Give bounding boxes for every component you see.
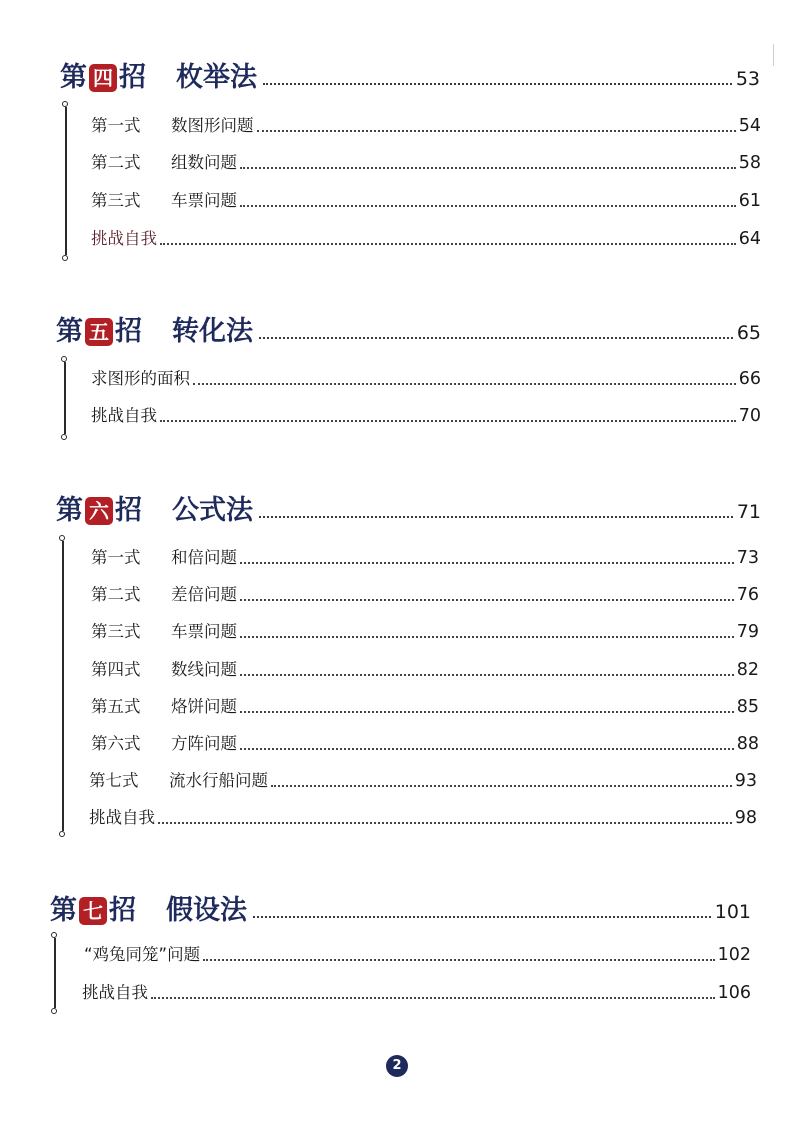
- toc-entry[interactable]: [91, 362, 761, 392]
- section-number: 第三式: [91, 622, 141, 641]
- dot-leader: [263, 83, 732, 85]
- dot-leader: [240, 711, 734, 713]
- dot-leader: [257, 130, 736, 132]
- section-title: 车票问题: [171, 622, 237, 641]
- toc-entry[interactable]: [91, 690, 759, 720]
- dot-leader: [271, 785, 732, 787]
- section-title: 组数问题: [171, 153, 237, 172]
- chapter-title: 假设法: [166, 895, 247, 926]
- section-number: 第一式: [91, 548, 141, 567]
- chapter-number-badge: 六: [85, 497, 113, 525]
- toc-entry-challenge[interactable]: [91, 222, 761, 252]
- section-rail: [54, 938, 56, 1008]
- section-number: 第七式: [89, 771, 139, 790]
- dot-leader: [240, 674, 734, 676]
- toc-entry[interactable]: [91, 184, 761, 214]
- section-number: 第二式: [91, 153, 141, 172]
- challenge-label: 挑战自我: [91, 406, 157, 425]
- chapter-page-number: 71: [736, 501, 761, 523]
- toc-entry[interactable]: [91, 653, 759, 683]
- chapter-prefix: 第: [60, 62, 87, 93]
- section-title: “鸡兔同笼”问题: [84, 945, 201, 964]
- dot-leader: [151, 997, 715, 999]
- challenge-label: 挑战自我: [82, 983, 148, 1002]
- dot-leader: [259, 516, 733, 518]
- toc-entry[interactable]: [91, 146, 761, 176]
- toc-entry[interactable]: [84, 938, 751, 968]
- entry-page-number: 66: [738, 369, 761, 389]
- section-title: 流水行船问题: [169, 771, 268, 790]
- entry-page-number: 102: [717, 945, 751, 965]
- section-number: 第五式: [91, 697, 141, 716]
- entry-page-number: 98: [734, 808, 757, 828]
- chapter-heading[interactable]: [60, 54, 760, 94]
- toc-entry[interactable]: [91, 541, 759, 571]
- section-rail: [64, 362, 66, 434]
- dot-leader: [158, 822, 732, 824]
- chapter-title: 转化法: [172, 316, 253, 347]
- entry-page-number: 85: [736, 697, 759, 717]
- entry-page-number: 54: [738, 116, 761, 136]
- section-title: 求图形的面积: [91, 369, 190, 388]
- dot-leader: [160, 243, 736, 245]
- chapter-title: 公式法: [172, 495, 253, 526]
- toc-entry-challenge[interactable]: [82, 976, 751, 1006]
- dot-leader: [253, 916, 711, 918]
- entry-page-number: 70: [738, 406, 761, 426]
- chapter-page-number: 53: [735, 68, 760, 90]
- chapter-suffix: 招: [109, 895, 136, 926]
- entry-page-number: 64: [738, 229, 761, 249]
- section-number: 第二式: [91, 585, 141, 604]
- entry-page-number: 58: [738, 153, 761, 173]
- chapter-number-badge: 七: [79, 897, 107, 925]
- dot-leader: [240, 562, 734, 564]
- chapter-page-number: 65: [736, 322, 761, 344]
- dot-leader: [259, 337, 733, 339]
- entry-page-number: 76: [736, 585, 759, 605]
- chapter-number-badge: 五: [85, 318, 113, 346]
- chapter-suffix: 招: [115, 495, 142, 526]
- dot-leader: [193, 383, 736, 385]
- challenge-label: 挑战自我: [89, 808, 155, 827]
- section-title: 数图形问题: [171, 116, 254, 135]
- entry-page-number: 82: [736, 660, 759, 680]
- chapter-suffix: 招: [115, 316, 142, 347]
- chapter-prefix: 第: [50, 895, 77, 926]
- section-title: 车票问题: [171, 191, 237, 210]
- dot-leader: [240, 748, 734, 750]
- section-title: 和倍问题: [171, 548, 237, 567]
- toc-entry[interactable]: [89, 764, 757, 794]
- section-rail: [65, 107, 67, 255]
- dot-leader: [240, 599, 734, 601]
- entry-page-number: 93: [734, 771, 757, 791]
- dot-leader: [240, 636, 734, 638]
- section-number: 第三式: [91, 191, 141, 210]
- page-edge-mark: [773, 44, 774, 66]
- entry-page-number: 61: [738, 191, 761, 211]
- page-number-badge: 2: [386, 1055, 408, 1077]
- section-number: 第一式: [91, 116, 141, 135]
- dot-leader: [160, 420, 736, 422]
- toc-entry[interactable]: [91, 615, 759, 645]
- section-title: 方阵问题: [171, 734, 237, 753]
- section-number: 第四式: [91, 660, 141, 679]
- entry-page-number: 79: [736, 622, 759, 642]
- entry-page-number: 106: [717, 983, 751, 1003]
- section-number: 第六式: [91, 734, 141, 753]
- toc-entry[interactable]: [91, 109, 761, 139]
- chapter-prefix: 第: [56, 316, 83, 347]
- toc-entry[interactable]: [91, 578, 759, 608]
- chapter-number-badge: 四: [89, 64, 117, 92]
- section-title: 数线问题: [171, 660, 237, 679]
- dot-leader: [240, 167, 736, 169]
- chapter-heading[interactable]: [56, 487, 761, 527]
- entry-page-number: 73: [736, 548, 759, 568]
- dot-leader: [203, 959, 714, 961]
- section-rail: [62, 541, 64, 831]
- chapter-heading[interactable]: [56, 308, 761, 348]
- dot-leader: [240, 205, 736, 207]
- toc-entry-challenge[interactable]: [91, 399, 761, 429]
- chapter-title: 枚举法: [176, 62, 257, 93]
- chapter-page-number: 101: [714, 901, 751, 923]
- section-title: 差倍问题: [171, 585, 237, 604]
- entry-page-number: 88: [736, 734, 759, 754]
- chapter-suffix: 招: [119, 62, 146, 93]
- toc-entry-challenge[interactable]: [89, 801, 757, 831]
- challenge-label: 挑战自我: [91, 229, 157, 248]
- section-title: 烙饼问题: [171, 697, 237, 716]
- chapter-prefix: 第: [56, 495, 83, 526]
- chapter-heading[interactable]: [50, 887, 751, 927]
- toc-entry[interactable]: [91, 727, 759, 757]
